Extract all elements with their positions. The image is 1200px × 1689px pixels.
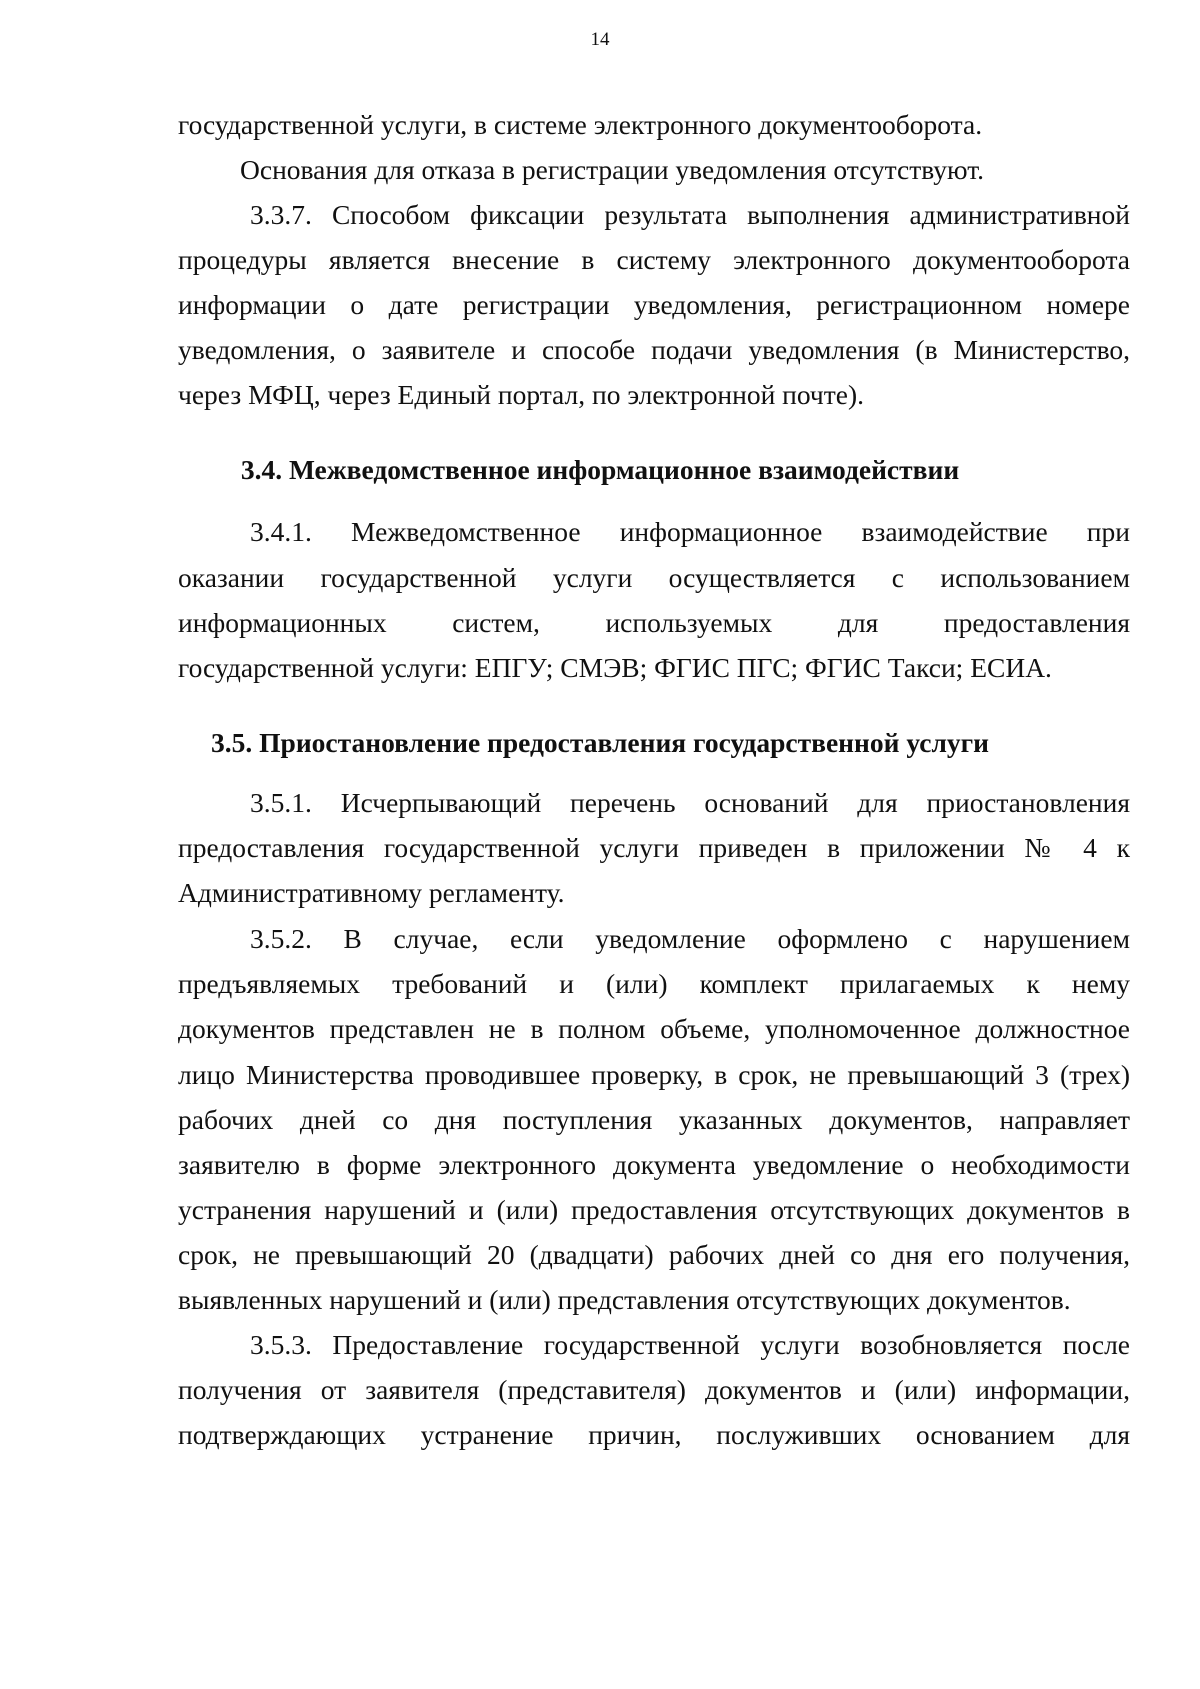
- text-line: процедуры является внесение в систему электронного документооборота: [178, 244, 1130, 275]
- page-number: 14: [590, 29, 610, 50]
- text-line: государственной услуги: ЕПГУ; СМЭВ; ФГИС ПГС; ФГИС Такси; ЕСИА.: [178, 652, 1052, 683]
- text-line: подтверждающих устранение причин, послуживших основанием для: [178, 1419, 1130, 1450]
- text-line: устранения нарушений и (или) предоставления отсутствующих документов в: [178, 1194, 1130, 1225]
- section-heading-3-4: 3.4. Межведомственное информационное взаимодействии: [240, 454, 960, 485]
- paragraph-3-5-1-line: 3.5.1. Исчерпывающий перечень оснований для приостановления: [250, 787, 1130, 818]
- text-line: государственной услуги, в системе электронного документооборота.: [178, 109, 983, 140]
- text-line: предоставления государственной услуги приведен в приложении № 4 к: [178, 832, 1130, 863]
- paragraph-3-4-1-line: 3.4.1. Межведомственное информационное взаимодействие при: [250, 516, 1130, 547]
- text-line: документов представлен не в полном объеме, уполномоченное должностное: [178, 1013, 1130, 1044]
- text-line: выявленных нарушений и (или) представления отсутствующих документов.: [178, 1284, 1071, 1315]
- text-line: получения от заявителя (представителя) документов и (или) информации,: [178, 1374, 1130, 1405]
- paragraph-3-5-2-line: 3.5.2. В случае, если уведомление оформлено с нарушением: [250, 923, 1130, 954]
- text-line: заявителю в форме электронного документа уведомление о необходимости: [178, 1149, 1130, 1180]
- text-line: уведомления, о заявителе и способе подачи уведомления (в Министерство,: [178, 334, 1130, 365]
- text-line: лицо Министерства проводившее проверку, в срок, не превышающий 3 (трех): [178, 1059, 1130, 1090]
- text-line: информационных систем, используемых для предоставления: [178, 607, 1130, 638]
- paragraph-3-3-7-line: 3.3.7. Способом фиксации результата выполнения административной: [250, 199, 1130, 230]
- text-line: срок, не превышающий 20 (двадцати) рабочих дней со дня его получения,: [178, 1239, 1130, 1270]
- text-line: через МФЦ, через Единый портал, по электронной почте).: [178, 379, 865, 410]
- paragraph-3-5-3-line: 3.5.3. Предоставление государственной услуги возобновляется после: [250, 1329, 1130, 1360]
- text-line: оказании государственной услуги осуществляется с использованием: [178, 562, 1130, 593]
- text-line: предъявляемых требований и (или) комплект прилагаемых к нему: [178, 968, 1130, 999]
- section-heading-3-5: 3.5. Приостановление предоставления государственной услуги: [211, 727, 989, 758]
- text-line: Основания для отказа в регистрации уведомления отсутствуют.: [240, 154, 985, 185]
- text-line: Административному регламенту.: [178, 877, 565, 908]
- text-line: информации о дате регистрации уведомления, регистрационном номере: [178, 289, 1130, 320]
- text-line: рабочих дней со дня поступления указанных документов, направляет: [178, 1104, 1130, 1135]
